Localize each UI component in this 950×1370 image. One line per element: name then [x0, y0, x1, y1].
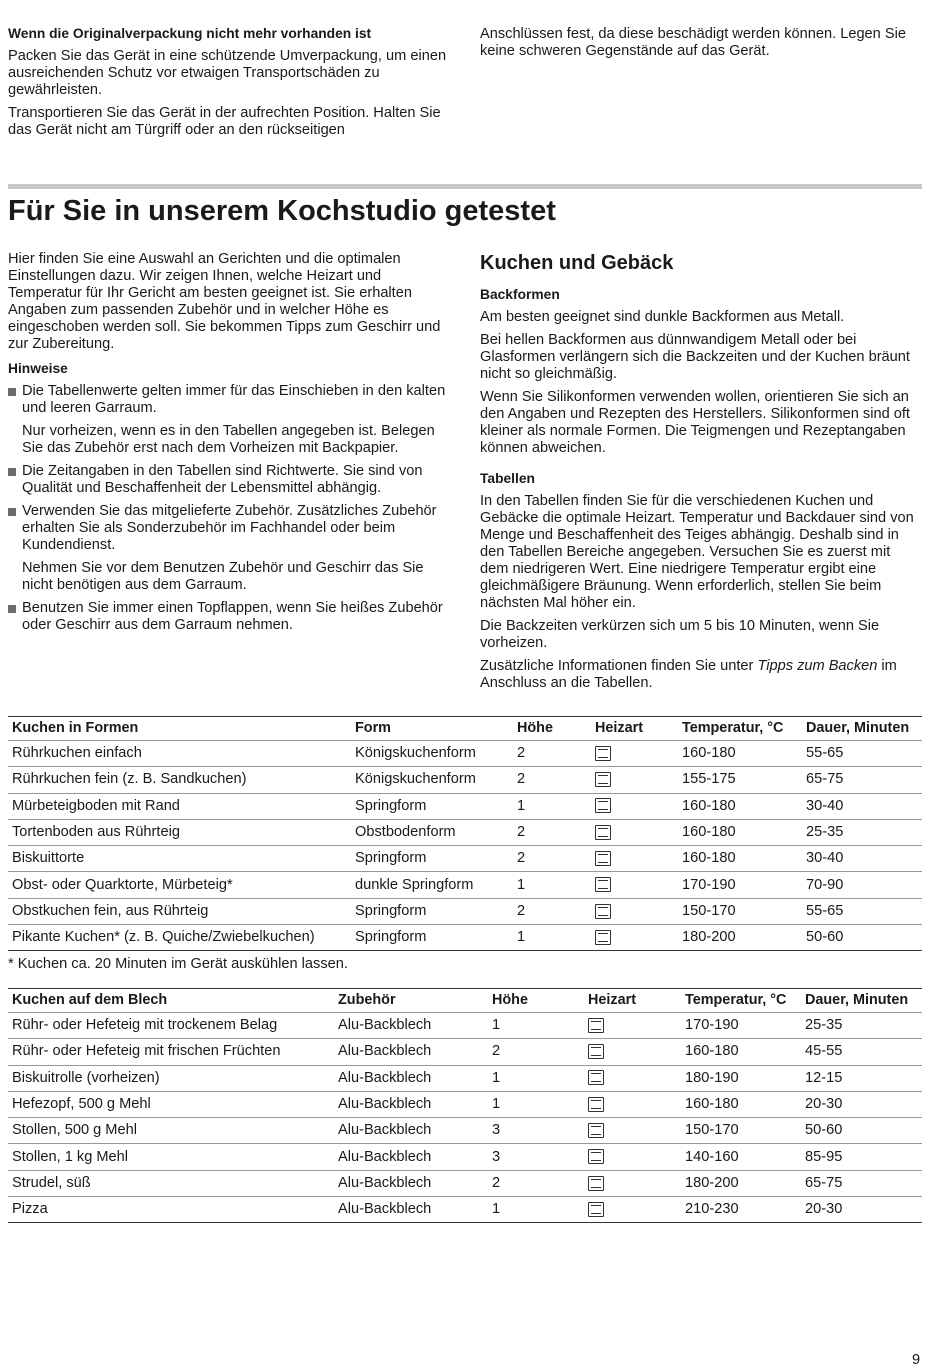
column-header: Heizart [588, 992, 636, 1008]
table-cell: 2 [488, 1170, 584, 1196]
table-cell [584, 1197, 681, 1223]
table-cell: 55-65 [802, 898, 922, 924]
bullet-icon [8, 605, 16, 613]
section-title: Für Sie in unserem Kochstudio getestet [8, 195, 556, 227]
table-cell: dunkle Springform [351, 872, 513, 898]
hinweise-heading: Hinweise [8, 361, 68, 376]
table-row [8, 872, 922, 898]
table-cell: Alu-Backblech [334, 1144, 488, 1170]
table-cell: Stollen, 1 kg Mehl [8, 1144, 334, 1170]
table-cell: 25-35 [801, 1013, 922, 1039]
table-cell: Königskuchenform [351, 741, 513, 767]
table-cell: 20-30 [801, 1091, 922, 1117]
paragraph: Wenn Sie Silikonformen verwenden wollen, orientieren Sie sich an den Angaben und Rezepten des Herstellers. Silikonformen sind oft kleiner als normale Formen. Die Teigmengen und Rezeptangaben können abweichen. [480, 389, 910, 456]
table-cell: 160-180 [678, 819, 802, 845]
list-item [8, 383, 450, 457]
table-cell: Springform [351, 925, 513, 951]
bullet-icon [8, 508, 16, 516]
table-cell: Obstkuchen fein, aus Rührteig [8, 898, 351, 924]
table-cell: 180-200 [678, 925, 802, 951]
table-row [8, 846, 922, 872]
intro-paragraph: Hier finden Sie eine Auswahl an Gerichten und die optimalen Einstellungen dazu. Wir zeigen Ihnen, welche Heizart und Temperatur für Ihr Gericht am besten geeignet ist. Sie erhalten Angaben zum passenden Zubehör und in welcher Höhe es eingeschoben werden soll. Sie bekommen Tipps zum Geschirr und zur Zubereitung. [8, 251, 441, 352]
table-row [8, 741, 922, 767]
table-cell: Rührkuchen fein (z. B. Sandkuchen) [8, 767, 351, 793]
paragraph [480, 658, 922, 692]
table-cell [584, 1144, 681, 1170]
table-cell: Tortenboden aus Rührteig [8, 819, 351, 845]
top-bottom-heat-icon [595, 930, 611, 945]
table-cell: Mürbeteigboden mit Rand [8, 793, 351, 819]
paragraph: In den Tabellen finden Sie für die verschiedenen Kuchen und Gebäcke die optimale Heizart. Temperatur und Backdauer sind von Menge und Beschaffenheit des Teiges abhängig. Deshalb sind in den Tabellen Bereiche angegeben. Versuchen Sie es zuerst mit dem niedrigeren Wert. Eine niedrigere Temperatur ergibt eine gleichmäßigere Bräunung. Wenn erforderlich, stellen Sie beim nächsten Mal höher ein. [480, 493, 914, 611]
column-header: Kuchen auf dem Blech [12, 992, 168, 1008]
table-cell: 3 [488, 1144, 584, 1170]
table-cell: 210-230 [681, 1197, 801, 1223]
table-cell: 170-190 [681, 1013, 801, 1039]
list-item [8, 600, 450, 634]
table-row [8, 1039, 922, 1065]
table-cell: 160-180 [678, 846, 802, 872]
table-cell: Alu-Backblech [334, 1013, 488, 1039]
table-row [8, 767, 922, 793]
table-cell: Springform [351, 793, 513, 819]
column-header: Heizart [595, 720, 643, 736]
text: im Anschluss an die Tabellen. [480, 658, 897, 691]
list-item [8, 503, 450, 594]
table-cell: Strudel, süß [8, 1170, 334, 1196]
table-cell: 160-180 [678, 741, 802, 767]
table-row [8, 1197, 922, 1223]
table-cell [584, 1039, 681, 1065]
table-cell: 2 [513, 819, 591, 845]
table-cell: 1 [513, 925, 591, 951]
table-cell: 170-190 [678, 872, 802, 898]
table-cell: 65-75 [801, 1170, 922, 1196]
table-cell: 3 [488, 1118, 584, 1144]
top-bottom-heat-icon [588, 1018, 604, 1033]
list-item-text: Verwenden Sie das mitgelieferte Zubehör. Zusätzliches Zubehör erhalten Sie als Sonderzubehör im Fachhandel oder beim Kundendienst. [22, 503, 437, 553]
transport-right-column [480, 26, 922, 145]
table-cell: 30-40 [802, 846, 922, 872]
table-cell: Obstbodenform [351, 819, 513, 845]
table-row [8, 925, 922, 951]
column-header: Höhe [492, 992, 528, 1008]
paragraph: Die Backzeiten verkürzen sich um 5 bis 10 Minuten, wenn Sie vorheizen. [480, 618, 880, 651]
table-cell: 20-30 [801, 1197, 922, 1223]
table-cell: Alu-Backblech [334, 1039, 488, 1065]
transport-left-column [8, 26, 450, 145]
list-item-text: Nehmen Sie vor dem Benutzen Zubehör und Geschirr das Sie nicht benötigen aus dem Garraum. [22, 560, 424, 593]
table-cell: Hefezopf, 500 g Mehl [8, 1091, 334, 1117]
top-bottom-heat-icon [595, 904, 611, 919]
bullet-icon [8, 468, 16, 476]
top-bottom-heat-icon [588, 1097, 604, 1112]
table-row [8, 819, 922, 845]
table-row [8, 898, 922, 924]
table-cell [591, 898, 678, 924]
list-item-text: Nur vorheizen, wenn es in den Tabellen angegeben ist. Belegen Sie das Zubehör erst nach dem Vorheizen mit Backpapier. [22, 423, 435, 456]
table-kuchen-auf-dem-blech [8, 988, 922, 1223]
table-cell: 12-15 [801, 1065, 922, 1091]
table-cell [591, 872, 678, 898]
paragraph: Transportieren Sie das Gerät in der aufrechten Position. Halten Sie das Gerät nicht am Türgriff oder an den rückseitigen [8, 105, 441, 138]
table-cell: 180-200 [681, 1170, 801, 1196]
table-cell: Rühr- oder Hefeteig mit trockenem Belag [8, 1013, 334, 1039]
table-cell: 70-90 [802, 872, 922, 898]
table-cell: Alu-Backblech [334, 1065, 488, 1091]
top-bottom-heat-icon [588, 1202, 604, 1217]
hinweise-list [8, 383, 450, 634]
table-cell: 65-75 [802, 767, 922, 793]
intro-left-column [8, 251, 450, 698]
table-cell: Rühr- oder Hefeteig mit frischen Früchten [8, 1039, 334, 1065]
table-cell: 45-55 [801, 1039, 922, 1065]
table-cell [591, 741, 678, 767]
table-kuchen-in-formen [8, 716, 922, 951]
table-row [8, 793, 922, 819]
list-item-text: Benutzen Sie immer einen Topflappen, wenn Sie heißes Zubehör oder Geschirr aus dem Garraum nehmen. [22, 600, 443, 633]
table-cell: Pikante Kuchen* (z. B. Quiche/Zwiebelkuchen) [8, 925, 351, 951]
top-bottom-heat-icon [595, 746, 611, 761]
table-row [8, 1144, 922, 1170]
table-cell: 25-35 [802, 819, 922, 845]
table-cell: 2 [513, 741, 591, 767]
table-cell: 1 [513, 872, 591, 898]
column-header: Temperatur, °C [682, 720, 784, 736]
table-cell: 1 [488, 1197, 584, 1223]
top-bottom-heat-icon [595, 851, 611, 866]
top-bottom-heat-icon [595, 798, 611, 813]
table-row [8, 1170, 922, 1196]
table-cell: Stollen, 500 g Mehl [8, 1118, 334, 1144]
table-cell: 140-160 [681, 1144, 801, 1170]
table-row [8, 1091, 922, 1117]
top-bottom-heat-icon [595, 877, 611, 892]
table-cell: Pizza [8, 1197, 334, 1223]
table-cell: 2 [513, 898, 591, 924]
tabellen-heading: Tabellen [480, 471, 535, 486]
table-header-row [8, 717, 922, 741]
table-cell: Königskuchenform [351, 767, 513, 793]
paragraph: Anschlüssen fest, da diese beschädigt werden können. Legen Sie keine schweren Gegenstände auf das Gerät. [480, 26, 906, 59]
top-bottom-heat-icon [588, 1123, 604, 1138]
table-cell: 180-190 [681, 1065, 801, 1091]
table-header-row [8, 989, 922, 1013]
transport-heading: Wenn die Originalverpackung nicht mehr vorhanden ist [8, 26, 372, 41]
table-cell [591, 846, 678, 872]
table-row [8, 1013, 922, 1039]
table-cell: 1 [488, 1065, 584, 1091]
table-cell: Alu-Backblech [334, 1170, 488, 1196]
table-cell: Rührkuchen einfach [8, 741, 351, 767]
table-cell [584, 1170, 681, 1196]
table-cell [584, 1065, 681, 1091]
backformen-heading: Backformen [480, 287, 560, 302]
table-cell: 50-60 [801, 1118, 922, 1144]
kuchen-right-column [480, 251, 922, 698]
table-cell: Alu-Backblech [334, 1091, 488, 1117]
table-cell: 2 [513, 767, 591, 793]
table-cell: 150-170 [681, 1118, 801, 1144]
table-cell: 50-60 [802, 925, 922, 951]
table-cell: Alu-Backblech [334, 1197, 488, 1223]
table-cell: Alu-Backblech [334, 1118, 488, 1144]
table-cell: 150-170 [678, 898, 802, 924]
top-bottom-heat-icon [588, 1044, 604, 1059]
text: Zusätzliche Informationen finden Sie unter [480, 658, 758, 674]
table-cell [591, 767, 678, 793]
transport-section [8, 26, 922, 145]
table-cell: Springform [351, 846, 513, 872]
column-header: Zubehör [338, 992, 396, 1008]
table-cell: 85-95 [801, 1144, 922, 1170]
table-cell [584, 1091, 681, 1117]
top-bottom-heat-icon [588, 1176, 604, 1191]
table-cell: 160-180 [681, 1039, 801, 1065]
paragraph: Bei hellen Backformen aus dünnwandigem Metall oder bei Glasformen verlängern sich die Backzeiten und der Kuchen bräunt nicht so gleichmäßig. [480, 332, 910, 382]
paragraph: Am besten geeignet sind dunkle Backformen aus Metall. [480, 309, 845, 325]
cross-reference: Tipps zum Backen [757, 658, 878, 674]
table-cell: Obst- oder Quarktorte, Mürbeteig* [8, 872, 351, 898]
table-cell [591, 925, 678, 951]
table-row [8, 1065, 922, 1091]
page-number: 9 [912, 1352, 921, 1368]
top-bottom-heat-icon [595, 825, 611, 840]
table-cell [591, 793, 678, 819]
paragraph: Packen Sie das Gerät in eine schützende Umverpackung, um einen ausreichenden Schutz vor etwaigen Transportschäden zu gewährleisten. [8, 48, 447, 98]
table-cell: 160-180 [678, 793, 802, 819]
top-bottom-heat-icon [588, 1070, 604, 1085]
column-header: Dauer, Minuten [805, 992, 909, 1008]
table-cell: 2 [513, 846, 591, 872]
bullet-icon [8, 388, 16, 396]
table-cell: 2 [488, 1039, 584, 1065]
list-item-text: Die Tabellenwerte gelten immer für das Einschieben in den kalten und leeren Garraum. [22, 383, 446, 416]
table-cell [591, 819, 678, 845]
table-cell: 55-65 [802, 741, 922, 767]
table-cell [584, 1013, 681, 1039]
table-footnote: * Kuchen ca. 20 Minuten im Gerät auskühlen lassen. [8, 956, 348, 972]
column-header: Form [355, 720, 391, 736]
table-cell: Biskuittorte [8, 846, 351, 872]
top-bottom-heat-icon [588, 1149, 604, 1164]
table-cell: 1 [488, 1091, 584, 1117]
table-cell [584, 1118, 681, 1144]
list-item [8, 463, 450, 497]
top-bottom-heat-icon [595, 772, 611, 787]
table-row [8, 1118, 922, 1144]
table-cell: 30-40 [802, 793, 922, 819]
table-cell: 160-180 [681, 1091, 801, 1117]
kuchen-heading: Kuchen und Gebäck [480, 252, 674, 274]
table-cell: Springform [351, 898, 513, 924]
table-cell: 1 [488, 1013, 584, 1039]
column-header: Temperatur, °C [685, 992, 787, 1008]
column-header: Höhe [517, 720, 553, 736]
list-item-text: Die Zeitangaben in den Tabellen sind Richtwerte. Sie sind von Qualität und Beschaffenheit der Lebensmittel abhängig. [22, 463, 423, 496]
column-header: Dauer, Minuten [806, 720, 910, 736]
intro-section [8, 251, 922, 698]
table-cell: Biskuitrolle (vorheizen) [8, 1065, 334, 1091]
table-cell: 1 [513, 793, 591, 819]
section-divider [8, 184, 922, 189]
table-cell: 155-175 [678, 767, 802, 793]
column-header: Kuchen in Formen [12, 720, 139, 736]
